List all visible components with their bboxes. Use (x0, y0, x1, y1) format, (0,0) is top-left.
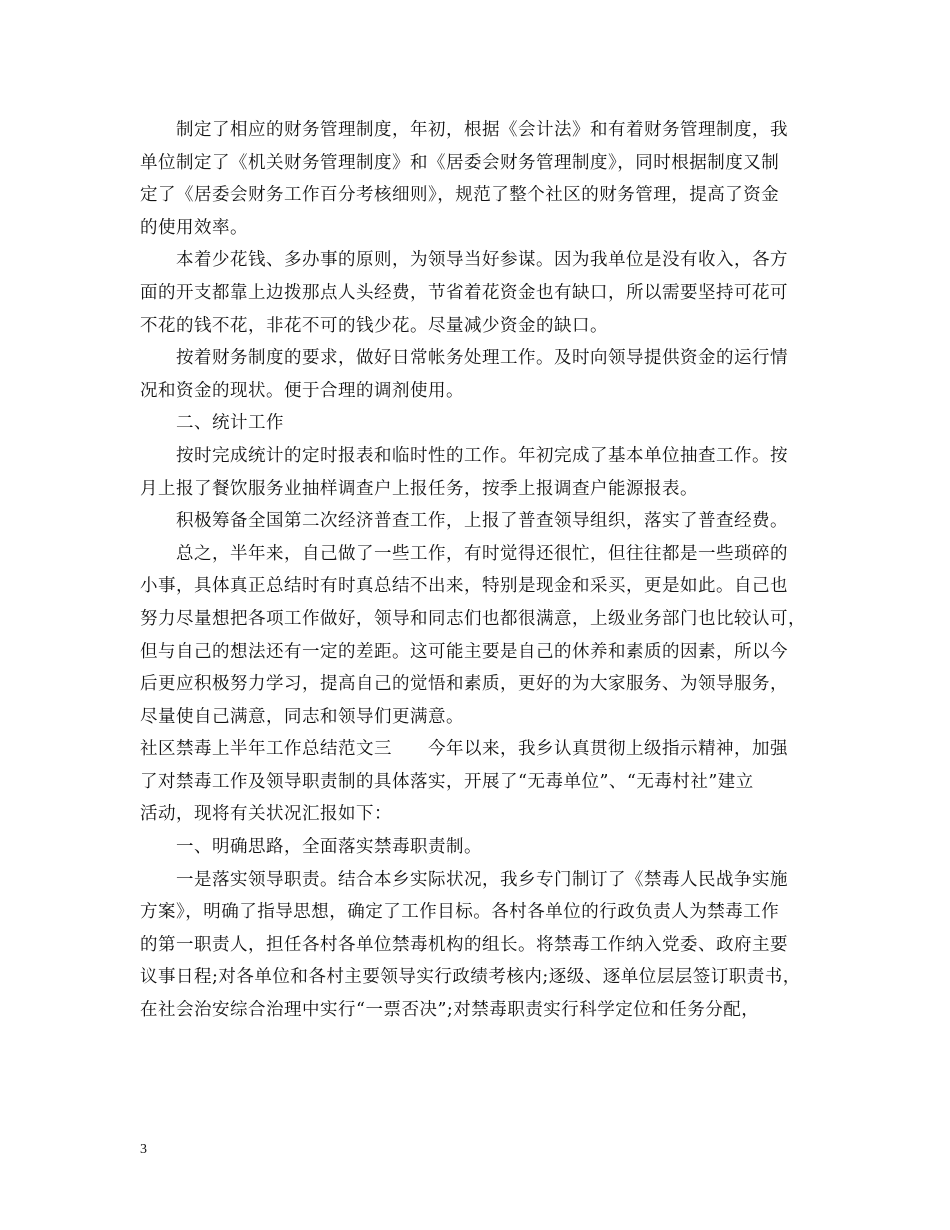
text-line: 努力尽量想把各项工作做好，领导和同志们也都很满意，上级业务部门也比较认可， (140, 608, 806, 629)
paragraph (140, 342, 810, 407)
paragraph (140, 505, 810, 538)
text-line: 月上报了餐饮服务业抽样调查户上报任务，按季上报调查户能源报表。 (140, 478, 698, 499)
text-line: 面的开支都靠上边拨那点人头经费，节省着花资金也有缺口，所以需要坚持可花可 (140, 282, 788, 303)
text-line: 总之，半年来，自己做了一些工作，有时觉得还很忙，但往往都是一些琐碎的 (176, 543, 788, 564)
document-body (140, 114, 810, 1027)
paragraph (140, 831, 810, 864)
paragraph (140, 114, 810, 244)
text-line: 定了《居委会财务工作百分考核细则》，规范了整个社区的财务管理，提高了资金 (140, 185, 780, 206)
text-line: 方案》，明确了指导思想，确定了工作目标。各村各单位的行政负责人为禁毒工作 (140, 902, 780, 923)
text-line: 小事，具体真正总结时有时真总结不出来，特别是现金和采买，更是如此。自己也 (140, 576, 788, 597)
text-line: 在社会治安综合治理中实行“一票否决”;对禁毒职责实行科学定位和任务分配， (140, 1000, 760, 1021)
paragraph (140, 864, 810, 1027)
text-line: 尽量使自己满意，同志和领导们更满意。 (140, 706, 464, 727)
page-number: 3 (140, 1142, 147, 1157)
text-line: 积极筹备全国第二次经济普查工作，上报了普查领导组织，落实了普查经费。 (176, 511, 788, 532)
text-line: 的使用效率。 (140, 217, 248, 238)
text-line: 不花的钱不花，非花不可的钱少花。尽量减少资金的缺口。 (140, 315, 608, 336)
text-line: 二、统计工作 (176, 413, 284, 434)
paragraph (140, 733, 810, 831)
paragraph (140, 244, 810, 342)
text-line: 但与自己的想法还有一定的差距。这可能主要是自己的休养和素质的因素，所以今 (140, 641, 788, 662)
paragraph (140, 407, 810, 440)
text-line: 活动，现将有关状况汇报如下： (140, 804, 392, 825)
text-line: 社区禁毒上半年工作总结范文三 今年以来，我乡认真贯彻上级指示精神，加强 (140, 739, 788, 760)
text-line: 况和资金的现状。便于合理的调剂使用。 (140, 380, 464, 401)
text-line: 按着财务制度的要求，做好日常帐务处理工作。及时向领导提供资金的运行情 (176, 348, 788, 369)
text-line: 一是落实领导职责。结合本乡实际状况，我乡专门制订了《禁毒人民战争实施 (176, 869, 788, 890)
text-line: 后更应积极努力学习，提高自己的觉悟和素质，更好的为大家服务、为领导服务， (140, 674, 788, 695)
text-line: 一、明确思路，全面落实禁毒职责制。 (176, 837, 482, 858)
paragraph (140, 440, 810, 505)
text-line: 的第一职责人，担任各村各单位禁毒机构的组长。将禁毒工作纳入党委、政府主要 (140, 934, 788, 955)
text-line: 议事日程;对各单位和各村主要领导实行政绩考核内;逐级、逐单位层层签订职责书， (140, 967, 801, 988)
text-line: 单位制定了《机关财务管理制度》和《居委会财务管理制度》，同时根据制度又制 (140, 152, 780, 173)
text-line: 按时完成统计的定时报表和临时性的工作。年初完成了基本单位抽查工作。按 (176, 445, 788, 466)
paragraph (140, 538, 810, 734)
text-line: 制定了相应的财务管理制度，年初，根据《会计法》和有着财务管理制度，我 (176, 120, 788, 140)
text-line: 本着少花钱、多办事的原则，为领导当好参谋。因为我单位是没有收入，各方 (176, 250, 788, 271)
text-line: 了对禁毒工作及领导职责制的具体落实，开展了“无毒单位”、“无毒村社”建立 (140, 771, 754, 792)
